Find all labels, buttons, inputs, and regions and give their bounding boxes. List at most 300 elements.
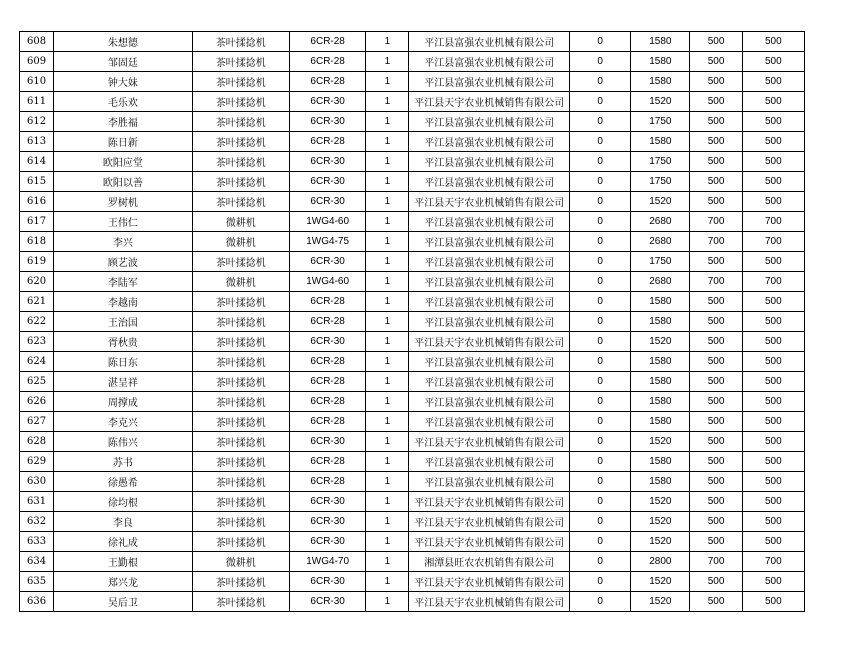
quantity-cell: 1 — [366, 32, 409, 52]
model-cell: 6CR-28 — [290, 412, 366, 432]
model-cell: 6CR-30 — [290, 432, 366, 452]
value-4-cell: 500 — [742, 312, 804, 332]
value-2-cell: 1520 — [631, 492, 690, 512]
value-4-cell: 500 — [742, 292, 804, 312]
value-3-cell: 500 — [690, 492, 742, 512]
person-name-cell: 欧阳应堂 — [54, 152, 193, 172]
value-2-cell: 2680 — [631, 232, 690, 252]
quantity-cell: 1 — [366, 252, 409, 272]
machine-type-cell: 茶叶揉捻机 — [192, 132, 289, 152]
value-4-cell: 700 — [742, 212, 804, 232]
quantity-cell: 1 — [366, 572, 409, 592]
row-number-cell: 608 — [20, 32, 54, 52]
model-cell: 6CR-30 — [290, 512, 366, 532]
row-number-cell: 628 — [20, 432, 54, 452]
table-row — [20, 52, 805, 72]
value-3-cell: 700 — [690, 272, 742, 292]
value-3-cell: 500 — [690, 592, 742, 612]
table-row — [20, 72, 805, 92]
quantity-cell: 1 — [366, 172, 409, 192]
value-2-cell: 1520 — [631, 532, 690, 552]
value-3-cell: 500 — [690, 372, 742, 392]
value-2-cell: 1580 — [631, 412, 690, 432]
person-name-cell: 邹固廷 — [54, 52, 193, 72]
row-number-cell: 635 — [20, 572, 54, 592]
value-2-cell: 1580 — [631, 32, 690, 52]
value-4-cell: 500 — [742, 512, 804, 532]
model-cell: 6CR-28 — [290, 52, 366, 72]
model-cell: 6CR-28 — [290, 392, 366, 412]
machine-type-cell: 茶叶揉捻机 — [192, 472, 289, 492]
value-3-cell: 500 — [690, 252, 742, 272]
table-row — [20, 432, 805, 452]
value-1-cell: 0 — [570, 72, 631, 92]
value-4-cell: 500 — [742, 452, 804, 472]
value-2-cell: 1750 — [631, 172, 690, 192]
value-1-cell: 0 — [570, 252, 631, 272]
company-cell: 平江县天宇农业机械销售有限公司 — [409, 432, 570, 452]
row-number-cell: 612 — [20, 112, 54, 132]
value-1-cell: 0 — [570, 232, 631, 252]
model-cell: 6CR-30 — [290, 112, 366, 132]
row-number-cell: 627 — [20, 412, 54, 432]
value-2-cell: 1520 — [631, 332, 690, 352]
value-3-cell: 500 — [690, 532, 742, 552]
table-row — [20, 92, 805, 112]
subsidy-table — [19, 31, 805, 612]
model-cell: 1WG4-70 — [290, 552, 366, 572]
company-cell: 平江县富强农业机械有限公司 — [409, 452, 570, 472]
value-3-cell: 700 — [690, 212, 742, 232]
person-name-cell: 李兴 — [54, 232, 193, 252]
value-1-cell: 0 — [570, 152, 631, 172]
value-3-cell: 500 — [690, 192, 742, 212]
model-cell: 6CR-30 — [290, 592, 366, 612]
machine-type-cell: 茶叶揉捻机 — [192, 572, 289, 592]
table-row — [20, 392, 805, 412]
value-2-cell: 1580 — [631, 132, 690, 152]
quantity-cell: 1 — [366, 592, 409, 612]
value-4-cell: 700 — [742, 272, 804, 292]
value-1-cell: 0 — [570, 352, 631, 372]
model-cell: 6CR-30 — [290, 572, 366, 592]
value-4-cell: 500 — [742, 372, 804, 392]
machine-type-cell: 茶叶揉捻机 — [192, 452, 289, 472]
value-3-cell: 500 — [690, 452, 742, 472]
model-cell: 6CR-28 — [290, 312, 366, 332]
machine-type-cell: 茶叶揉捻机 — [192, 372, 289, 392]
value-4-cell: 500 — [742, 352, 804, 372]
value-1-cell: 0 — [570, 32, 631, 52]
person-name-cell: 苏书 — [54, 452, 193, 472]
company-cell: 平江县富强农业机械有限公司 — [409, 372, 570, 392]
machine-type-cell: 茶叶揉捻机 — [192, 92, 289, 112]
table-row — [20, 272, 805, 292]
machine-type-cell: 茶叶揉捻机 — [192, 412, 289, 432]
row-number-cell: 624 — [20, 352, 54, 372]
person-name-cell: 王勤根 — [54, 552, 193, 572]
value-2-cell: 1580 — [631, 392, 690, 412]
value-4-cell: 500 — [742, 92, 804, 112]
value-3-cell: 500 — [690, 432, 742, 452]
quantity-cell: 1 — [366, 232, 409, 252]
machine-type-cell: 茶叶揉捻机 — [192, 52, 289, 72]
value-4-cell: 500 — [742, 492, 804, 512]
value-1-cell: 0 — [570, 312, 631, 332]
company-cell: 平江县天宇农业机械销售有限公司 — [409, 492, 570, 512]
machine-type-cell: 茶叶揉捻机 — [192, 112, 289, 132]
row-number-cell: 634 — [20, 552, 54, 572]
machine-type-cell: 茶叶揉捻机 — [192, 532, 289, 552]
value-2-cell: 1520 — [631, 572, 690, 592]
table-row — [20, 452, 805, 472]
value-2-cell: 2680 — [631, 212, 690, 232]
person-name-cell: 徐均根 — [54, 492, 193, 512]
machine-type-cell: 茶叶揉捻机 — [192, 32, 289, 52]
machine-type-cell: 茶叶揉捻机 — [192, 172, 289, 192]
value-3-cell: 500 — [690, 152, 742, 172]
company-cell: 平江县富强农业机械有限公司 — [409, 32, 570, 52]
row-number-cell: 619 — [20, 252, 54, 272]
person-name-cell: 毛乐欢 — [54, 92, 193, 112]
table-row — [20, 512, 805, 532]
model-cell: 6CR-30 — [290, 492, 366, 512]
row-number-cell: 626 — [20, 392, 54, 412]
quantity-cell: 1 — [366, 312, 409, 332]
quantity-cell: 1 — [366, 492, 409, 512]
company-cell: 平江县富强农业机械有限公司 — [409, 152, 570, 172]
value-1-cell: 0 — [570, 172, 631, 192]
company-cell: 平江县天宇农业机械销售有限公司 — [409, 572, 570, 592]
machine-type-cell: 茶叶揉捻机 — [192, 332, 289, 352]
table-row — [20, 172, 805, 192]
value-3-cell: 500 — [690, 112, 742, 132]
table-row — [20, 592, 805, 612]
row-number-cell: 620 — [20, 272, 54, 292]
person-name-cell: 郑兴龙 — [54, 572, 193, 592]
model-cell: 6CR-30 — [290, 92, 366, 112]
company-cell: 平江县富强农业机械有限公司 — [409, 312, 570, 332]
value-4-cell: 500 — [742, 172, 804, 192]
value-1-cell: 0 — [570, 272, 631, 292]
model-cell: 6CR-30 — [290, 252, 366, 272]
row-number-cell: 621 — [20, 292, 54, 312]
company-cell: 平江县富强农业机械有限公司 — [409, 172, 570, 192]
value-1-cell: 0 — [570, 332, 631, 352]
machine-type-cell: 微耕机 — [192, 232, 289, 252]
value-2-cell: 1580 — [631, 292, 690, 312]
company-cell: 平江县富强农业机械有限公司 — [409, 352, 570, 372]
quantity-cell: 1 — [366, 472, 409, 492]
value-2-cell: 1750 — [631, 252, 690, 272]
model-cell: 6CR-28 — [290, 472, 366, 492]
value-4-cell: 500 — [742, 412, 804, 432]
row-number-cell: 618 — [20, 232, 54, 252]
value-1-cell: 0 — [570, 572, 631, 592]
machine-type-cell: 微耕机 — [192, 552, 289, 572]
value-4-cell: 700 — [742, 552, 804, 572]
machine-type-cell: 茶叶揉捻机 — [192, 312, 289, 332]
company-cell: 平江县富强农业机械有限公司 — [409, 232, 570, 252]
model-cell: 6CR-28 — [290, 352, 366, 372]
machine-type-cell: 茶叶揉捻机 — [192, 192, 289, 212]
quantity-cell: 1 — [366, 272, 409, 292]
value-2-cell: 1580 — [631, 352, 690, 372]
model-cell: 6CR-30 — [290, 172, 366, 192]
quantity-cell: 1 — [366, 152, 409, 172]
person-name-cell: 李陆军 — [54, 272, 193, 292]
person-name-cell: 胥秋贵 — [54, 332, 193, 352]
quantity-cell: 1 — [366, 412, 409, 432]
value-1-cell: 0 — [570, 492, 631, 512]
table-body — [20, 32, 805, 612]
company-cell: 平江县富强农业机械有限公司 — [409, 272, 570, 292]
value-1-cell: 0 — [570, 212, 631, 232]
person-name-cell: 王治国 — [54, 312, 193, 332]
value-1-cell: 0 — [570, 112, 631, 132]
value-3-cell: 700 — [690, 552, 742, 572]
value-2-cell: 1520 — [631, 92, 690, 112]
company-cell: 平江县富强农业机械有限公司 — [409, 472, 570, 492]
person-name-cell: 李越南 — [54, 292, 193, 312]
company-cell: 平江县天宇农业机械销售有限公司 — [409, 592, 570, 612]
machine-type-cell: 茶叶揉捻机 — [192, 592, 289, 612]
model-cell: 6CR-30 — [290, 192, 366, 212]
value-4-cell: 500 — [742, 392, 804, 412]
quantity-cell: 1 — [366, 212, 409, 232]
row-number-cell: 610 — [20, 72, 54, 92]
value-4-cell: 500 — [742, 532, 804, 552]
table-row — [20, 292, 805, 312]
value-3-cell: 500 — [690, 412, 742, 432]
company-cell: 平江县天宇农业机械销售有限公司 — [409, 512, 570, 532]
quantity-cell: 1 — [366, 372, 409, 392]
table-row — [20, 112, 805, 132]
value-3-cell: 500 — [690, 352, 742, 372]
company-cell: 平江县富强农业机械有限公司 — [409, 112, 570, 132]
value-1-cell: 0 — [570, 52, 631, 72]
person-name-cell: 陈日新 — [54, 132, 193, 152]
company-cell: 平江县富强农业机械有限公司 — [409, 52, 570, 72]
model-cell: 6CR-28 — [290, 372, 366, 392]
quantity-cell: 1 — [366, 512, 409, 532]
value-2-cell: 1750 — [631, 152, 690, 172]
quantity-cell: 1 — [366, 352, 409, 372]
model-cell: 6CR-30 — [290, 532, 366, 552]
value-1-cell: 0 — [570, 92, 631, 112]
company-cell: 平江县富强农业机械有限公司 — [409, 212, 570, 232]
value-2-cell: 1520 — [631, 592, 690, 612]
company-cell: 平江县富强农业机械有限公司 — [409, 252, 570, 272]
machine-type-cell: 茶叶揉捻机 — [192, 152, 289, 172]
company-cell: 湘潭县旺农农机销售有限公司 — [409, 552, 570, 572]
value-3-cell: 500 — [690, 292, 742, 312]
row-number-cell: 614 — [20, 152, 54, 172]
row-number-cell: 636 — [20, 592, 54, 612]
company-cell: 平江县富强农业机械有限公司 — [409, 72, 570, 92]
value-2-cell: 1580 — [631, 472, 690, 492]
quantity-cell: 1 — [366, 332, 409, 352]
quantity-cell: 1 — [366, 92, 409, 112]
company-cell: 平江县富强农业机械有限公司 — [409, 412, 570, 432]
value-2-cell: 1580 — [631, 312, 690, 332]
model-cell: 6CR-28 — [290, 32, 366, 52]
value-4-cell: 500 — [742, 252, 804, 272]
quantity-cell: 1 — [366, 292, 409, 312]
value-2-cell: 1580 — [631, 72, 690, 92]
model-cell: 6CR-28 — [290, 132, 366, 152]
row-number-cell: 611 — [20, 92, 54, 112]
table-row — [20, 572, 805, 592]
machine-type-cell: 茶叶揉捻机 — [192, 432, 289, 452]
company-cell: 平江县天宇农业机械销售有限公司 — [409, 92, 570, 112]
value-3-cell: 500 — [690, 312, 742, 332]
person-name-cell: 钟大妹 — [54, 72, 193, 92]
quantity-cell: 1 — [366, 112, 409, 132]
row-number-cell: 613 — [20, 132, 54, 152]
value-1-cell: 0 — [570, 412, 631, 432]
value-3-cell: 500 — [690, 332, 742, 352]
machine-type-cell: 茶叶揉捻机 — [192, 512, 289, 532]
value-1-cell: 0 — [570, 592, 631, 612]
value-2-cell: 2680 — [631, 272, 690, 292]
company-cell: 平江县天宇农业机械销售有限公司 — [409, 192, 570, 212]
row-number-cell: 609 — [20, 52, 54, 72]
value-4-cell: 500 — [742, 72, 804, 92]
value-4-cell: 500 — [742, 152, 804, 172]
value-3-cell: 500 — [690, 32, 742, 52]
model-cell: 6CR-30 — [290, 332, 366, 352]
company-cell: 平江县天宇农业机械销售有限公司 — [409, 332, 570, 352]
value-2-cell: 1520 — [631, 432, 690, 452]
machine-type-cell: 微耕机 — [192, 212, 289, 232]
value-2-cell: 1520 — [631, 512, 690, 532]
row-number-cell: 630 — [20, 472, 54, 492]
value-2-cell: 1750 — [631, 112, 690, 132]
table-row — [20, 352, 805, 372]
row-number-cell: 629 — [20, 452, 54, 472]
person-name-cell: 王伟仁 — [54, 212, 193, 232]
row-number-cell: 617 — [20, 212, 54, 232]
quantity-cell: 1 — [366, 52, 409, 72]
person-name-cell: 徐礼成 — [54, 532, 193, 552]
value-2-cell: 2800 — [631, 552, 690, 572]
quantity-cell: 1 — [366, 72, 409, 92]
machine-type-cell: 茶叶揉捻机 — [192, 392, 289, 412]
value-4-cell: 500 — [742, 112, 804, 132]
value-1-cell: 0 — [570, 472, 631, 492]
machine-type-cell: 茶叶揉捻机 — [192, 72, 289, 92]
value-1-cell: 0 — [570, 192, 631, 212]
value-4-cell: 500 — [742, 332, 804, 352]
quantity-cell: 1 — [366, 532, 409, 552]
value-3-cell: 500 — [690, 172, 742, 192]
row-number-cell: 622 — [20, 312, 54, 332]
machine-type-cell: 茶叶揉捻机 — [192, 252, 289, 272]
machine-type-cell: 茶叶揉捻机 — [192, 292, 289, 312]
value-2-cell: 1580 — [631, 452, 690, 472]
person-name-cell: 顾艺波 — [54, 252, 193, 272]
person-name-cell: 朱想德 — [54, 32, 193, 52]
value-4-cell: 500 — [742, 572, 804, 592]
table-row — [20, 492, 805, 512]
value-1-cell: 0 — [570, 132, 631, 152]
person-name-cell: 李胜福 — [54, 112, 193, 132]
table-row — [20, 372, 805, 392]
person-name-cell: 李克兴 — [54, 412, 193, 432]
value-2-cell: 1580 — [631, 372, 690, 392]
table-row — [20, 132, 805, 152]
value-4-cell: 500 — [742, 192, 804, 212]
person-name-cell: 李良 — [54, 512, 193, 532]
table-row — [20, 152, 805, 172]
value-4-cell: 500 — [742, 52, 804, 72]
quantity-cell: 1 — [366, 432, 409, 452]
value-1-cell: 0 — [570, 452, 631, 472]
value-3-cell: 500 — [690, 472, 742, 492]
person-name-cell: 湛呈祥 — [54, 372, 193, 392]
model-cell: 1WG4-75 — [290, 232, 366, 252]
table-row — [20, 232, 805, 252]
row-number-cell: 615 — [20, 172, 54, 192]
person-name-cell: 陈日东 — [54, 352, 193, 372]
person-name-cell: 吴后卫 — [54, 592, 193, 612]
model-cell: 1WG4-60 — [290, 212, 366, 232]
value-1-cell: 0 — [570, 532, 631, 552]
value-3-cell: 500 — [690, 572, 742, 592]
person-name-cell: 欧阳以善 — [54, 172, 193, 192]
quantity-cell: 1 — [366, 132, 409, 152]
quantity-cell: 1 — [366, 452, 409, 472]
model-cell: 6CR-28 — [290, 72, 366, 92]
value-3-cell: 700 — [690, 232, 742, 252]
machine-type-cell: 微耕机 — [192, 272, 289, 292]
value-4-cell: 500 — [742, 132, 804, 152]
model-cell: 6CR-28 — [290, 452, 366, 472]
model-cell: 6CR-28 — [290, 292, 366, 312]
table-row — [20, 192, 805, 212]
value-3-cell: 500 — [690, 512, 742, 532]
row-number-cell: 623 — [20, 332, 54, 352]
quantity-cell: 1 — [366, 552, 409, 572]
table-row — [20, 412, 805, 432]
value-1-cell: 0 — [570, 552, 631, 572]
value-3-cell: 500 — [690, 52, 742, 72]
value-1-cell: 0 — [570, 432, 631, 452]
value-2-cell: 1580 — [631, 52, 690, 72]
value-4-cell: 500 — [742, 472, 804, 492]
person-name-cell: 周撑成 — [54, 392, 193, 412]
value-3-cell: 500 — [690, 92, 742, 112]
row-number-cell: 625 — [20, 372, 54, 392]
table-row — [20, 252, 805, 272]
value-4-cell: 700 — [742, 232, 804, 252]
value-1-cell: 0 — [570, 292, 631, 312]
value-3-cell: 500 — [690, 72, 742, 92]
table-row — [20, 532, 805, 552]
value-1-cell: 0 — [570, 512, 631, 532]
quantity-cell: 1 — [366, 392, 409, 412]
machine-type-cell: 茶叶揉捻机 — [192, 492, 289, 512]
table-row — [20, 472, 805, 492]
model-cell: 1WG4-60 — [290, 272, 366, 292]
table-row — [20, 332, 805, 352]
table-row — [20, 32, 805, 52]
model-cell: 6CR-30 — [290, 152, 366, 172]
value-3-cell: 500 — [690, 392, 742, 412]
person-name-cell: 罗树机 — [54, 192, 193, 212]
table-row — [20, 212, 805, 232]
